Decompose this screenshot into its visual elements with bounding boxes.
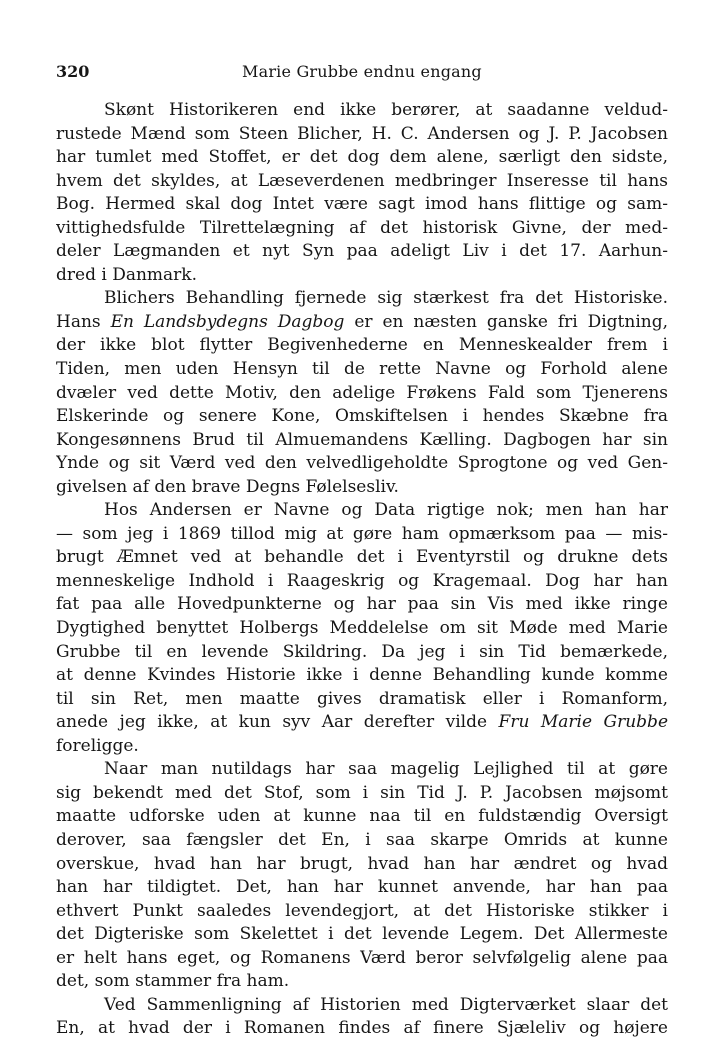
text-line: at denne Kvindes Historie ikke i denne Behandling kunde komme	[56, 665, 668, 686]
text-line: ethvert Punkt saaledes levendegjort, at det Historiske stikker i	[56, 900, 668, 921]
text-line: — som jeg i 1869 tillod mig at gøre ham opmærksom paa — mis-	[56, 523, 668, 544]
italic-book-title: En Landsbydegns Dagbog	[110, 311, 345, 332]
text-line: Kongesønnens Brud til Almuemandens Kælling. Dagbogen har sin	[56, 429, 668, 450]
text-line-with-title	[56, 711, 668, 735]
page-number: 320	[56, 62, 90, 81]
text-line: fat paa alle Hovedpunkterne og har paa sin Vis med ikke ringe	[56, 594, 668, 615]
text-line: dvæler ved dette Motiv, den adelige Frøkens Fald som Tjenerens	[56, 382, 668, 403]
text-line: Bog. Hermed skal dog Intet være sagt imod hans flittige og sam-	[56, 194, 668, 215]
text-line: Tiden, men uden Hensyn til de rette Navne og Forhold alene	[56, 359, 668, 380]
text-line: rustede Mænd som Steen Blicher, H. C. Andersen og J. P. Jacobsen	[56, 123, 668, 144]
text-span: Hans	[56, 311, 111, 332]
text-line: maatte udforske uden at kunne naa til en fuldstændig Oversigt	[56, 806, 668, 827]
text-line: Ved Sammenligning af Historien med Digterværket slaar det	[104, 994, 668, 1015]
text-line: det, som stammer fra ham.	[56, 971, 290, 992]
text-line: dred i Danmark.	[56, 264, 197, 285]
text-line: har tumlet med Stoffet, er det dog dem alene, særligt den sidste,	[56, 147, 668, 168]
text-line: vittighedsfulde Tilrettelægning af det historisk Givne, der med-	[56, 217, 668, 238]
text-line-with-title	[56, 311, 668, 335]
text-line: Blichers Behandling fjernede sig stærkest fra det Historiske.	[104, 288, 668, 309]
text-line: sig bekendt med det Stof, som i sin Tid J. P. Jacobsen møjsomt	[56, 782, 668, 803]
text-line: brugt Æmnet ved at behandle det i Eventyrstil og drukne dets	[56, 547, 668, 568]
text-line: foreligge.	[56, 735, 139, 756]
text-line: En, at hvad der i Romanen findes af finere Sjæleliv og højere	[56, 1018, 668, 1039]
text-line: derover, saa fængsler det En, i saa skarpe Omrids at kunne	[56, 829, 668, 850]
text-line: overskue, hvad han har brugt, hvad han har ændret og hvad	[56, 853, 668, 874]
text-line: han har tildigtet. Det, han har kunnet anvende, har han paa	[56, 877, 668, 898]
text-line: Elskerinde og senere Kone, Omskiftelsen i hendes Skæbne fra	[56, 406, 668, 427]
text-line: Skønt Historikeren end ikke berører, at saadanne veldud-	[104, 100, 668, 120]
text-line: Naar man nutildags har saa magelig Lejlighed til at gøre	[104, 759, 668, 780]
running-title: Marie Grubbe endnu engang	[242, 62, 482, 81]
text-line: til sin Ret, men maatte gives dramatisk eller i Romanform,	[56, 688, 668, 709]
text-line: deler Lægmanden et nyt Syn paa adeligt Liv i det 17. Aarhun-	[56, 241, 668, 262]
text-line: menneskelige Indhold i Raageskrig og Kragemaal. Dog har han	[56, 570, 668, 591]
text-line: det Digteriske som Skelettet i det levende Legem. Det Allermeste	[56, 924, 668, 945]
page-header	[56, 62, 668, 84]
text-line: er helt hans eget, og Romanens Værd beror selvfølgelig alene paa	[56, 947, 668, 968]
text-line: hvem det skyldes, at Læseverdenen medbringer Inseresse til hans	[56, 170, 668, 191]
body-text	[56, 99, 668, 1041]
italic-book-title: Fru Marie Grubbe	[498, 712, 668, 733]
text-line: der ikke blot flytter Begivenhederne en Menneskealder frem i	[56, 335, 668, 356]
text-line: Hos Andersen er Navne og Data rigtige nok; men han har	[104, 500, 668, 521]
text-span: er en næsten ganske fri Digtning,	[344, 311, 668, 332]
text-line: givelsen af den brave Degns Følelsesliv.	[56, 476, 399, 497]
text-line: Grubbe til en levende Skildring. Da jeg i sin Tid bemærkede,	[56, 641, 668, 662]
text-line: Dygtighed benyttet Holbergs Meddelelse om sit Møde med Marie	[56, 618, 668, 639]
text-span: anede jeg ikke, at kun syv Aar derefter vilde	[56, 712, 499, 733]
text-line: Ynde og sit Værd ved den velvedligeholdte Sprogtone og ved Gen-	[56, 453, 668, 474]
